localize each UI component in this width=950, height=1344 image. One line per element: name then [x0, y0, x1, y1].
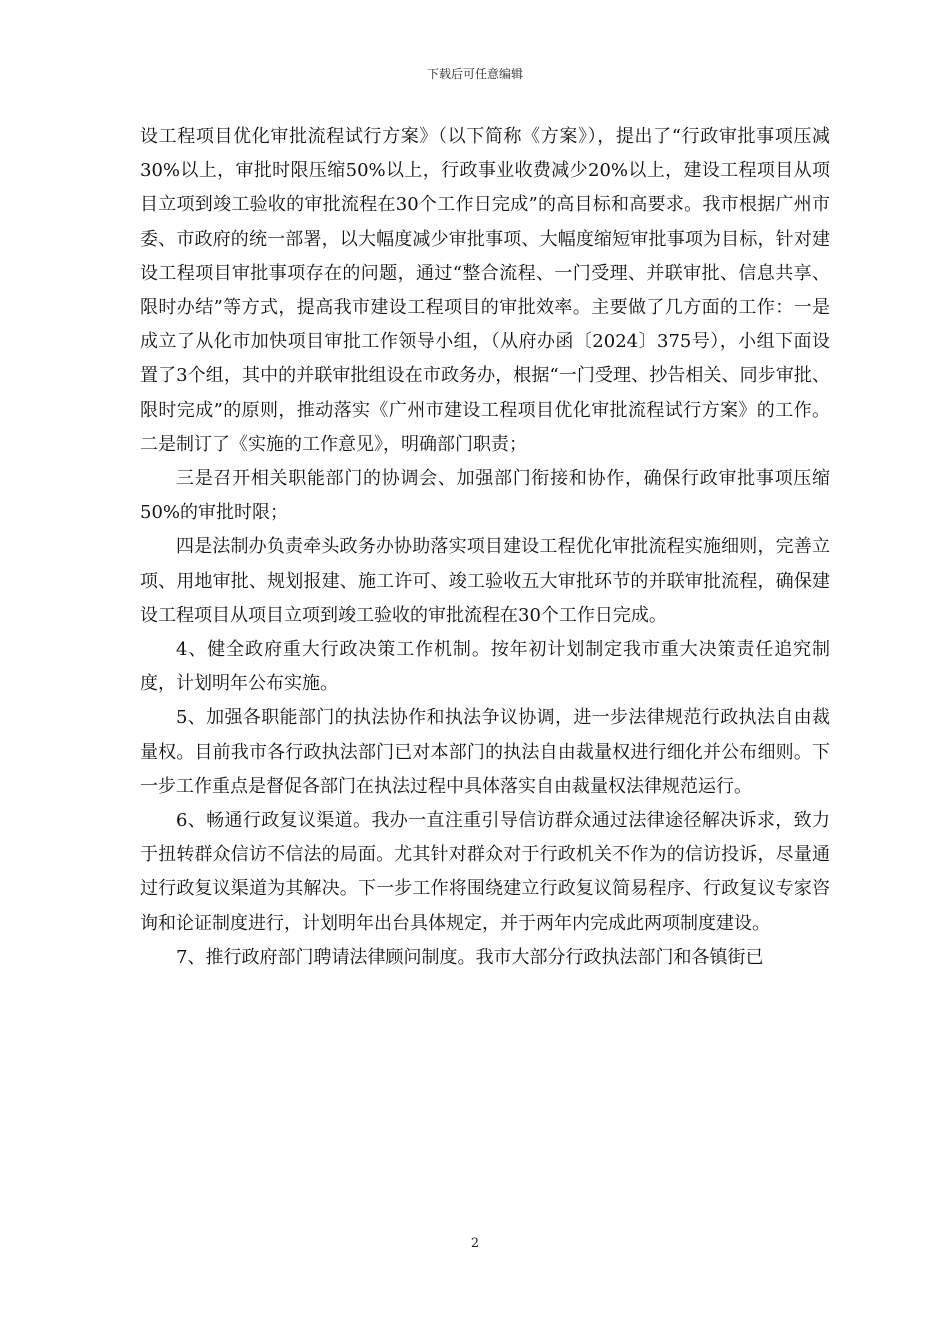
paragraph-approval-reform: 设工程项目优化审批流程试行方案》（以下简称《方案》），提出了“行政审批事项压减30%以上，审批时限压缩50%以上，行政事业收费减少20%以上，建设工程项目从项目立项到竣工验收的审批流程在30个工作日完成”的高目标和高要求。我市根据广州市委、市政府的统一部署，以大幅度减少审批事项、大幅度缩短审批事项为目标，针对建设工程项目审批事项存在的问题，通过“整合流程、一门受理、并联审批、信息共享、限时办结”等方式，提高我市建设工程项目的审批效率。主要做了几方面的工作：一是成立了从化市加快项目审批工作领导小组，（从府办函〔2024〕375号），小组下面设置了3个组，其中的并联审批组设在市政务办，根据“一门受理、抄告相关、同步审批、限时完成”的原则，推动落实《广州市建设工程项目优化审批流程试行方案》的工作。二是制订了《实施的工作意见》，明确部门职责； — [140, 126, 830, 455]
paragraph-item-4: 4、健全政府重大行政决策工作机制。按年初计划制定我市重大决策责任追究制度，计划明年公布实施。 — [140, 639, 830, 695]
paragraph-coordination-meeting: 三是召开相关职能部门的协调会、加强部门衔接和协作，确保行政审批事项压缩50%的审批时限； — [140, 468, 830, 524]
paragraph-legal-office-rules: 四是法制办负责牵头政务办协助落实项目建设工程优化审批流程实施细则，完善立项、用地审批、规划报建、施工许可、竣工验收五大审批环节的并联审批流程，确保建设工程项目从项目立项到竣工验收的审批流程在30个工作日完成。 — [140, 536, 830, 626]
document-body — [140, 120, 830, 975]
paragraph-item-6: 6、畅通行政复议渠道。我办一直注重引导信访群众通过法律途径解决诉求，致力于扭转群众信访不信法的局面。尤其针对群众对于行政机关不作为的信访投诉，尽量通过行政复议渠道为其解决。下一步工作将围绕建立行政复议简易程序、行政复议专家咨询和论证制度进行，计划明年出台具体规定，并于两年内完成此两项制度建设。 — [140, 810, 830, 934]
page-header: 下载后可任意编辑 — [426, 67, 523, 81]
paragraph-item-5: 5、加强各职能部门的执法协作和执法争议协调，进一步法律规范行政执法自由裁量权。目前我市各行政执法部门已对本部门的执法自由裁量权进行细化并公布细则。下一步工作重点是督促各部门在执法过程中具体落实自由裁量权法律规范运行。 — [140, 707, 830, 797]
page-number: 2 — [470, 1236, 480, 1251]
paragraph-item-7: 7、推行政府部门聘请法律顾问制度。我市大部分行政执法部门和各镇街已 — [176, 946, 764, 968]
